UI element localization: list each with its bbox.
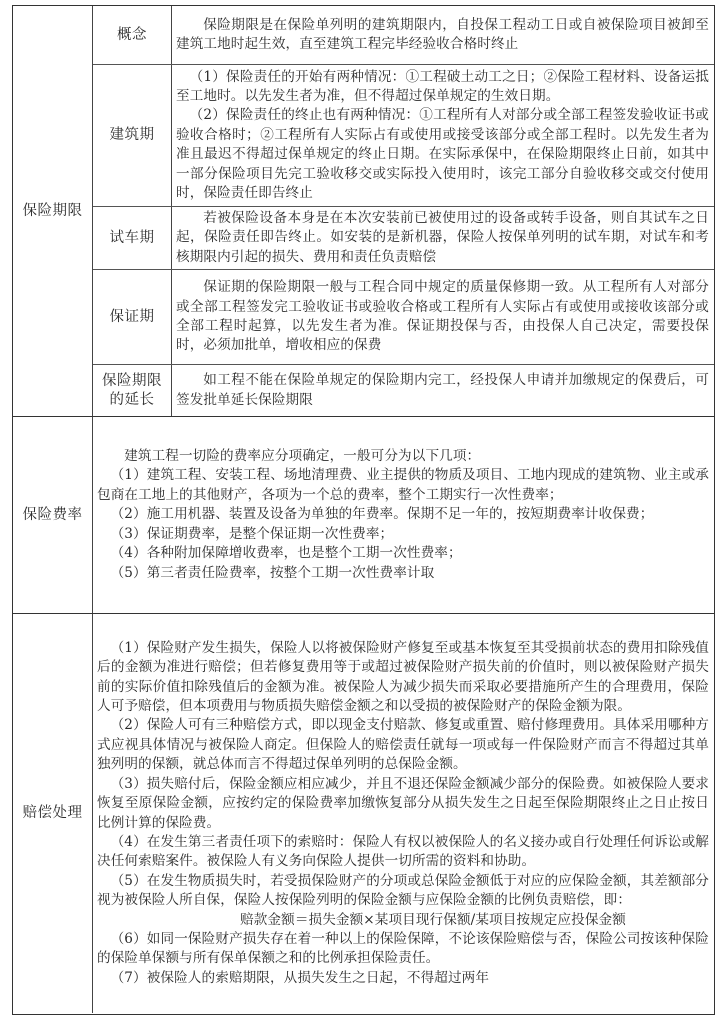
- row-content-construction-period: [172, 65, 714, 206]
- section-content-premium-rate: [93, 417, 714, 613]
- paragraph: （4）在发生第三者责任项下的索赔时：保险人有权以被保险人的名义接办或自行处理任何诉讼或解决任何索赔案件。被保险人有义务向保险人提供一切所需的资料和协助。: [97, 833, 709, 870]
- row-content-trial-period: [172, 207, 714, 269]
- row-content-warranty-period: [172, 270, 714, 364]
- paragraph: （2）保险责任的终止也有两种情况：①工程所有人对部分或全部工程签发验收证书或验收合格时；②工程所有人实际占有或使用或接受该部分或全部工程时。以先发生者为准且最迟不得超过保单规定的终止日期。在实际承保中，在保险期限终止日前，如其中一部分保险项目先完工验收移交或实际投入使用时，该完工部分自验收移交或交付使用时，保险责任即告终止: [176, 107, 709, 202]
- row-label-text: 保险期限: [102, 372, 162, 389]
- row-content-concept: [172, 6, 714, 64]
- row-label-text: 的延长: [109, 391, 155, 408]
- section-title-insurance-period: [13, 6, 92, 416]
- row-label-text: 概念: [117, 26, 147, 43]
- section-title-premium-rate: [13, 417, 92, 613]
- row-label-period-extension: [93, 365, 171, 416]
- paragraph: 建筑工程一切险的费率应分项确定，一般可分为以下几项：: [124, 448, 481, 465]
- paragraph: （6）如同一保险财产损失存在着一种以上的保险保障，不论该保险赔偿与否，保险公司按该种保险的保险单保额与所有保单保额之和的比例承担保险责任。: [97, 930, 709, 967]
- paragraph: （4）各种附加保障增收费率，也是整个工期一次性费率；: [110, 545, 462, 562]
- paragraph: （2）保险人可有三种赔偿方式，即以现金支付赔款、修复或重置、赔付修理费用。具体采用哪种方式应视具体情况与被保险人商定。但保险人的赔偿责任就每一项或每一件保险财产而言不得超过其单独列明的保额，就总体而言不得超过保单列明的总保险金额。: [97, 717, 709, 773]
- paragraph: （1）建筑工程、安装工程、场地清理费、业主提供的物质及项目、工地内现成的建筑物、业主或承包商在工地上的其他财产，各项为一个总的费率，整个工期实行一次性费率；: [97, 467, 709, 503]
- row-label-construction-period: [93, 65, 171, 206]
- paragraph: 如工程不能在保险单规定的保险期内完工，经投保人申请并加缴规定的保费后，可签发批单延长保险期限: [176, 372, 709, 408]
- section-title-claims-handling: [13, 614, 92, 1013]
- paragraph: （5）第三者责任险费率，按整个工期一次性费率计取: [110, 564, 435, 581]
- paragraph: 若被保险设备本身是在本次安装前已被使用过的设备或转手设备，则自其试车之日起，保险责任即告终止。如安装的是新机器，保险人按保单列明的试车期，对试车和考核期限内引起的损失、费用和责任负责赔偿: [176, 209, 709, 265]
- paragraph: （7）被保险人的索赔期限，从损失发生之日起，不得超过两年: [110, 969, 490, 986]
- row-content-period-extension: [172, 365, 714, 416]
- row-label-text: 建筑期: [109, 127, 155, 143]
- insurance-table: [12, 5, 715, 1015]
- paragraph: 保险期限是在保险单列明的建筑期限内，自投保工程动工日或自被保险项目被卸至建筑工地时起生效，直至建筑工程完毕经验收合格时终止: [176, 16, 709, 52]
- paragraph: （3）损失赔付后，保险金额应相应减少，并且不退还保险金额减少部分的保险费。如被保险人要求恢复至原保险金额，应按约定的保险费率加缴恢复部分从损失发生之日起至保险期限终止之日止按日比例计算的保险费。: [97, 775, 709, 831]
- row-label-warranty-period: [93, 270, 171, 364]
- row-label-text: 试车期: [109, 229, 155, 246]
- paragraph: 保证期的保险期限一般与工程合同中规定的质量保修期一致。从工程所有人对部分或全部工程签发完工验收证书或验收合格或工程所有人实际占有或使用或接收该部分或全部工程时起算，以先发生者为准。保证期投保与否，由投保人自己决定，需要投保时，必须加批单，增收相应的保费: [176, 279, 709, 354]
- row-label-text: 保证期: [109, 308, 155, 325]
- row-label-concept: [93, 6, 171, 64]
- formula: 赔款金额＝损失金额×某项目现行保额/某项目按规定应投保金额: [240, 911, 626, 928]
- paragraph: （1）保险财产发生损失，保险人以将被保险财产修复至或基本恢复至其受损前状态的费用扣除残值后的金额为准进行赔偿；但若修复费用等于或超过被保险财产损失前的价值时，则以被保险财产损失前的实际价值扣除残值后的金额为准。被保险人为减少损失而采取必要措施所产生的合理费用，保险人可予赔偿，但本项费用与物质损失赔偿金额之和以受损的被保险财产的保险金额为限。: [97, 639, 709, 715]
- paragraph: （3）保证期费率，是整个保证期一次性费率；: [110, 525, 394, 542]
- paragraph: （2）施工用机器、装置及设备为单独的年费率。保期不足一年的，按短期费率计收保费；: [110, 506, 654, 523]
- paragraph: （1）保险责任的开始有两种情况：①工程破土动工之日；②保险工程材料、设备运抵至工地时。以先发生者为准，但不得超过保单规定的生效日期。: [176, 68, 709, 104]
- row-label-trial-period: [93, 207, 171, 269]
- section-title-text: 赔偿处理: [22, 805, 83, 821]
- paragraph: （5）在发生物质损失时，若受损保险财产的分项或总保险金额低于对应的应保险金额，其差额部分视为被保险人所自保，保险人按保险列明的保险金额与应保险金额的比例负责赔偿，即：: [97, 872, 709, 909]
- section-content-claims-handling: [93, 614, 714, 1013]
- section-title-text: 保险期限: [22, 202, 83, 219]
- section-title-text: 保险费率: [22, 506, 83, 523]
